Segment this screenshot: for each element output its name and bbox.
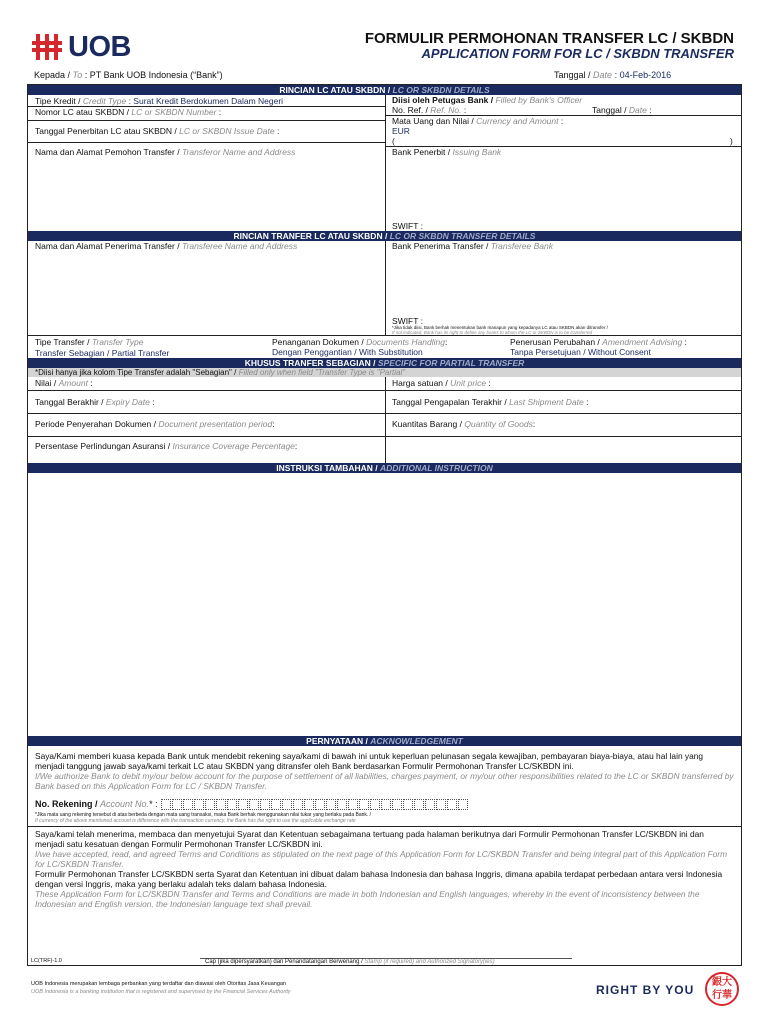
to-value: : PT Bank UOB Indonesia (“Bank”) — [84, 70, 223, 80]
uob-logo-mark-icon — [32, 33, 62, 61]
section-additional-instruction-header: INSTRUKSI TAMBAHAN / ADDITIONAL INSTRUCTION — [28, 463, 741, 473]
amount-field[interactable]: Nilai / Amount : — [35, 378, 93, 388]
form-subtitle: APPLICATION FORM FOR LC / SKBDN TRANSFER — [421, 46, 734, 61]
ref-date-field[interactable]: Tanggal / Date : — [592, 105, 652, 115]
debit-authorization-text: Saya/Kami memberi kuasa kepada Bank untuk mendebit rekening saya/kami di bawah ini untuk keperluan pelunasan segala kewajiban, pembayaran biaya-biaya, atau hal lain yang menjadi tanggung jawab saya/kami terkait LC atau SKBDN yang ditransfer oleh Bank berdasarkan Formulir Permohonan Transfer LC/SKBDN ini. I/We authorize Bank to debit my/our below account for the purpose of settlement of all liabilities, charges payment, or my/our other responsibilities related to the LC or SKBDN transferred by Bank based on this Application Form for LC / SKBDN Transfer. — [35, 751, 734, 791]
to-line: Kepada / To : PT Bank UOB Indonesia (“Bank”) — [34, 70, 223, 80]
terms-acceptance-text: Saya/kami telah menerima, membaca dan menyetujui Syarat dan Ketentuan sebagaimana tertuang pada halaman berikutnya dari Formulir Permohonan Transfer LC/SKBDN ini dan menjadi satu kesatuan dengan Formulir Permohonan Transfer LC/SKBDN ini. I/we have accepted, read, and agreed Terms and Conditions as stipulated on the next page of this Application Form for LC/SKBDN Transfer and being integral part of this Application Form for LC/SKBDN Transfer. Formulir Permohonan Transfer LC/SKBDN serta Syarat dan Ketentuan ini dibuat dalam bahasa Indonesia dan bahasa Inggris, dimana apabila terdapat perbedaan antara versi Indonesia dengan versi Inggris, maka yang berlaku adalah teks dalam bahasa Indonesia. These Application Form for LC/SKBDN Transfer and Terms and Conditions are made in both Indonesian and English languages, whereby in the event of inconsistency between the Indonesian and English version, the Indonesian language text shall prevail. — [35, 829, 728, 909]
bank-officer-label: Diisi oleh Petugas Bank / Filled by Bank's Officer — [392, 95, 583, 105]
last-shipment-field[interactable]: Tanggal Pengapalan Terakhir / Last Shipment Date : — [392, 397, 589, 407]
transferee-field[interactable]: Nama dan Alamat Penerima Transfer / Transferee Name and Address — [35, 241, 298, 251]
amendment-value: Tanpa Persetujuan / Without Consent — [510, 347, 651, 357]
issuing-bank-field[interactable]: Bank Penerbit / Issuing Bank — [392, 147, 502, 157]
paren-open: ( — [392, 136, 395, 146]
section-transfer-details-header: RINCIAN TRANFER LC ATAU SKBDN / LC OR SKBDN TRANSFER DETAILS — [28, 231, 741, 241]
quantity-field[interactable]: Kuantitas Barang / Quantity of Goods: — [392, 419, 536, 429]
issuing-bank-swift[interactable]: SWIFT : — [392, 221, 424, 231]
expiry-date-field[interactable]: Tanggal Berakhir / Expiry Date : — [35, 397, 155, 407]
credit-type-field[interactable]: Tipe Kredit / Credit Type : Surat Kredit Berdokumen Dalam Negeri — [35, 96, 284, 106]
form-code: LC(TRF)-1.0 — [31, 958, 62, 964]
signature-label[interactable]: Cap (jika dipersyaratkan) dan Penandatangan Berwenang / Stamp (if required) and Authorized Signatory(ies) — [205, 959, 495, 965]
partial-note: *Diisi hanya jika kolom Tipe Transfer adalah "Sebagian" / Filled only when field "Transfer Type is "Partial" — [35, 368, 406, 377]
chinese-seal-icon: 銀大行華 — [705, 972, 739, 1006]
doc-handling-value: Dengan Penggantian / With Substitution — [272, 347, 423, 357]
uob-logo — [32, 33, 162, 63]
transferee-bank-field[interactable]: Bank Penerima Transfer / Transferee Bank — [392, 241, 553, 251]
insurance-field[interactable]: Persentase Perlindungan Asuransi / Insurance Coverage Percentage: — [35, 441, 298, 451]
credit-type-value: : Surat Kredit Berdokumen Dalam Negeri — [128, 96, 284, 106]
currency-value: EUR — [392, 126, 410, 136]
transferee-bank-swift[interactable]: SWIFT : — [392, 316, 424, 326]
account-number-field[interactable]: No. Rekening / Account No.* : — [35, 799, 468, 810]
currency-field[interactable]: Mata Uang dan Nilai / Currency and Amount : — [392, 116, 564, 126]
transferee-bank-note: *Jika tidak diisi, Bank berhak menentukan bank manapun yang kepadanya LC atau SKBDN akan ditransfer / If not indicated, Bank has its right to define any banks to whom the LC or SKBDN is to be transferred — [392, 325, 608, 335]
exchange-rate-note: *Jika mata uang rekening tersebut di atas berbeda dengan mata uang transaksi, maka Bank berhak menggunakan nilai tukar yang berlaku pada Bank. / If currency of the above mentioned account is difference with the transaction currency, the Bank has the right to use the applicable exchange rate — [35, 812, 372, 824]
amendment-field[interactable]: Penerusan Perubahan / Amendment Advising : — [510, 337, 687, 347]
account-number-boxes[interactable] — [160, 799, 468, 809]
lc-number-field[interactable]: Nomor LC atau SKBDN / LC or SKBDN Number : — [35, 107, 222, 117]
section-acknowledgement-header: PERNYATAAN / ACKNOWLEDGEMENT — [28, 736, 741, 746]
issue-date-field[interactable]: Tanggal Penerbitan LC atau SKBDN / LC or SKBDN Issue Date : — [35, 126, 280, 136]
logo-text: UOB — [68, 31, 131, 63]
transferor-field[interactable]: Nama dan Alamat Pemohon Transfer / Transferor Name and Address — [35, 147, 296, 157]
section-lc-details-header: RINCIAN LC ATAU SKBDN / LC OR SKBDN DETAILS — [28, 85, 741, 95]
additional-instruction-area[interactable] — [28, 473, 741, 735]
footer-regulation-text: UOB Indonesia merupakan lembaga perbankan yang terdaftar dan diawasi oleh Otoritas Jasa Keuangan UOB Indonesia is a banking institution that is registered and supervised by the Financial Services Authority — [31, 981, 291, 995]
doc-handling-field[interactable]: Penanganan Dokumen / Documents Handling: — [272, 337, 448, 347]
unit-price-field[interactable]: Harga satuan / Unit price : — [392, 378, 491, 388]
transfer-type-value: Transfer Sebagian / Partial Transfer — [35, 348, 170, 358]
presentation-period-field[interactable]: Periode Penyerahan Dokumen / Document presentation period: — [35, 419, 275, 429]
section-partial-transfer-header: KHUSUS TRANFER SEBAGIAN / SPECIFIC FOR PARTIAL TRANSFER — [28, 358, 741, 368]
form-title: FORMULIR PERMOHONAN TRANSFER LC / SKBDN — [364, 30, 734, 47]
slogan: RIGHT BY YOU — [596, 983, 695, 997]
transfer-type-field[interactable]: Tipe Transfer / Transfer Type — [35, 337, 144, 347]
date-line: Tanggal / Date : 04-Feb-2016 — [554, 70, 672, 80]
date-value: : 04-Feb-2016 — [614, 70, 672, 80]
paren-close: ) — [730, 136, 733, 146]
ref-no-field[interactable]: No. Ref. / Ref. No. : — [392, 105, 467, 115]
